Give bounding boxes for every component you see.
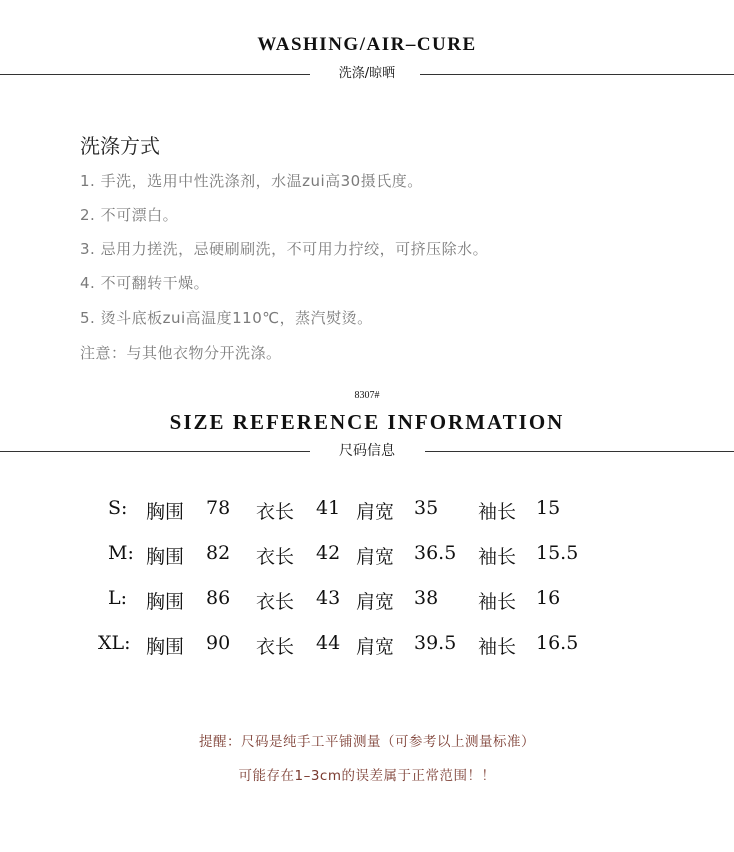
length-value: 43 xyxy=(316,587,341,609)
chest-value: 82 xyxy=(206,542,231,564)
sleeve-label: 袖长 xyxy=(478,501,517,523)
size-label: S: xyxy=(108,497,128,519)
sleeve-value: 16.5 xyxy=(536,632,579,654)
washing-divider xyxy=(0,64,734,84)
length-label: 衣长 xyxy=(256,591,295,613)
size-label: XL: xyxy=(98,632,131,654)
chest-label: 胸围 xyxy=(146,546,185,568)
length-value: 41 xyxy=(316,497,341,519)
chest-value: 90 xyxy=(206,632,231,654)
length-value: 44 xyxy=(316,632,341,654)
sleeve-label: 袖长 xyxy=(478,546,517,568)
chest-value: 86 xyxy=(206,587,231,609)
washing-item-3: 3. 忌用力搓洗，忌硬刷刷洗，不可用力拧绞，可挤压除水。 xyxy=(80,240,489,258)
size-label: L: xyxy=(108,587,128,609)
chest-label: 胸围 xyxy=(146,501,185,523)
shoulder-label: 肩宽 xyxy=(356,501,395,523)
shoulder-value: 35 xyxy=(414,497,439,519)
shoulder-value: 36.5 xyxy=(414,542,457,564)
washing-note: 注意：与其他衣物分开洗涤。 xyxy=(80,344,282,362)
divider-line-right xyxy=(425,451,734,452)
washing-item-1: 1. 手洗，选用中性洗涤剂，水温zui高30摄氏度。 xyxy=(80,172,423,190)
sleeve-value: 16 xyxy=(536,587,561,609)
length-value: 42 xyxy=(316,542,341,564)
length-label: 衣长 xyxy=(256,546,295,568)
length-label: 衣长 xyxy=(256,636,295,658)
washing-method-title: 洗涤方式 xyxy=(80,134,160,158)
reminder-line-1: 提醒：尺码是纯手工平铺测量（可参考以上测量标准） xyxy=(199,734,535,750)
sleeve-value: 15.5 xyxy=(536,542,579,564)
size-heading-cn: 尺码信息 xyxy=(339,443,395,459)
divider-line-right xyxy=(420,74,734,75)
washing-heading-cn: 洗涤/晾晒 xyxy=(338,66,396,81)
shoulder-label: 肩宽 xyxy=(356,591,395,613)
product-code: 8307# xyxy=(354,390,380,401)
size-heading-en: SIZE REFERENCE INFORMATION xyxy=(169,410,565,434)
sleeve-value: 15 xyxy=(536,497,561,519)
sleeve-label: 袖长 xyxy=(478,636,517,658)
chest-value: 78 xyxy=(206,497,231,519)
washing-item-5: 5. 烫斗底板zui高温度110℃，蒸汽熨烫。 xyxy=(80,309,373,327)
shoulder-value: 39.5 xyxy=(414,632,457,654)
washing-heading-en: WASHING/AIR–CURE xyxy=(257,34,477,55)
chest-label: 胸围 xyxy=(146,591,185,613)
size-label: M: xyxy=(108,542,134,564)
sleeve-label: 袖长 xyxy=(478,591,517,613)
washing-item-2: 2. 不可漂白。 xyxy=(80,206,179,224)
shoulder-label: 肩宽 xyxy=(356,636,395,658)
shoulder-label: 肩宽 xyxy=(356,546,395,568)
reminder-line-2: 可能存在1–3cm的误差属于正常范围！！ xyxy=(238,768,496,784)
length-label: 衣长 xyxy=(256,501,295,523)
washing-item-4: 4. 不可翻转干燥。 xyxy=(80,274,210,292)
shoulder-value: 38 xyxy=(414,587,439,609)
size-divider xyxy=(0,441,734,461)
chest-label: 胸围 xyxy=(146,636,185,658)
